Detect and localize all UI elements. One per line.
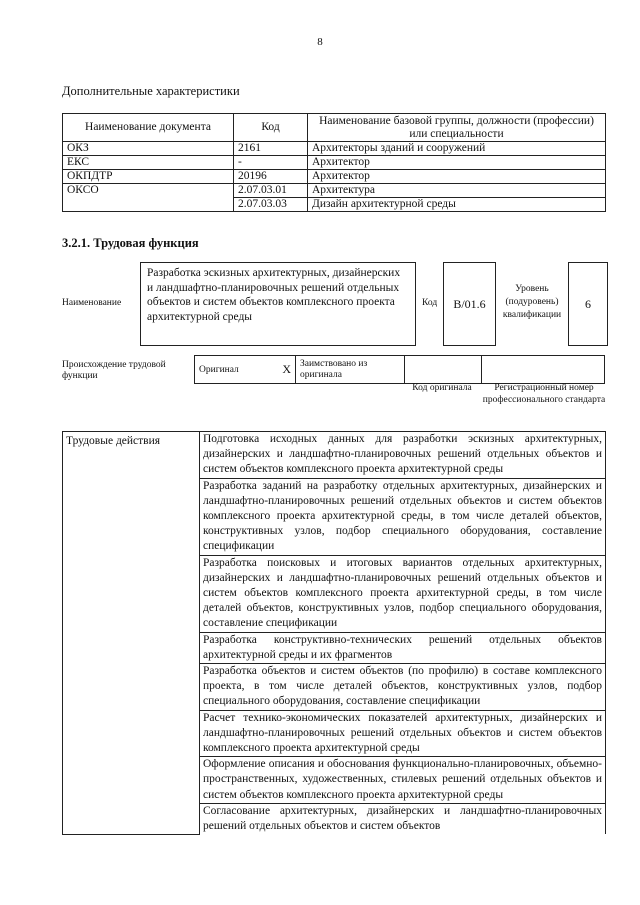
list-item <box>200 432 606 479</box>
function-name-label: Наименование <box>62 298 122 308</box>
row-doc: ОКЗ <box>63 142 234 156</box>
original-code-caption: Код оригинала <box>412 383 472 393</box>
original-mark: X <box>275 356 296 384</box>
page-number: 8 <box>317 36 323 48</box>
header-code: Код <box>234 114 308 142</box>
function-code-value: В/01.6 <box>443 262 496 346</box>
action-text: Разработка поисковых и итоговых вариантов отдельных архитектурных, дизайнерских и ландшафтно-планировочных решений отдельных объектов и систем объектов комплексного проекта архитектурной среды, в том числе деталей объектов, конструктивных узлов, подбор специального оборудования, составление спецификации <box>203 556 602 630</box>
row-name: Архитекторы зданий и сооружений <box>308 142 606 156</box>
header-document-name: Наименование документа <box>63 114 234 142</box>
original-code-cell <box>405 356 482 384</box>
row-code: 2161 <box>234 142 308 156</box>
action-text: Разработка конструктивно-технических решений отдельных объектов архитектурной среды и их фрагментов <box>203 633 602 661</box>
action-text: Разработка объектов и систем объектов (по профилю) в составе комплексного проекта, в том числе деталей объектов, конструктивных узлов, подбор специального оборудования, составление спецификации <box>203 665 602 708</box>
row-name: Архитектор <box>308 156 606 170</box>
list-item <box>200 803 606 834</box>
registration-number-cell <box>482 356 605 384</box>
table-row <box>63 142 606 156</box>
row-name: Архитектура <box>308 184 606 198</box>
additional-characteristics-table <box>62 113 606 212</box>
list-item <box>200 632 606 663</box>
additional-characteristics-title: Дополнительные характеристики <box>62 84 240 98</box>
action-text: Расчет технико-экономических показателей архитектурных, дизайнерских и ландшафтно-планировочных решений отдельных объектов и систем объектов комплексного проекта архитектурной среды <box>203 711 602 755</box>
function-origin-label: Происхождение трудовой функции <box>62 360 166 381</box>
table-row <box>63 432 606 479</box>
borrowed-label: Заимствовано из оригинала <box>296 356 405 384</box>
registration-number-caption: Регистрационный номер профессионального стандарта <box>482 383 606 405</box>
table-row <box>63 184 606 198</box>
original-label: Оригинал <box>195 356 276 384</box>
function-name-value: Разработка эскизных архитектурных, дизайнерских и ландшафтно-планировочных решений отдельных объектов и систем объектов комплексного проекта архитектурной среды <box>140 262 416 346</box>
table-row <box>63 156 606 170</box>
row-code: - <box>234 156 308 170</box>
qualification-level-value: 6 <box>568 262 608 346</box>
origin-row <box>195 356 605 384</box>
row-code: 2.07.03.01 <box>234 184 308 198</box>
labor-actions-label: Трудовые действия <box>63 432 200 835</box>
labor-function-title: 3.2.1. Трудовая функция <box>62 236 199 250</box>
action-text: Согласование архитектурных, дизайнерских и ландшафтно-планировочных решений отдельных объектов и систем объектов <box>203 804 602 833</box>
origin-table <box>194 355 605 384</box>
list-item <box>200 555 606 632</box>
labor-actions-table <box>62 431 606 835</box>
row-name: Дизайн архитектурной среды <box>308 198 606 212</box>
row-code: 20196 <box>234 170 308 184</box>
action-text: Оформление описания и обоснования функционально-планировочных, объемно-пространственных, художественных, стилевых решений отдельных объектов и систем объектов комплексного проекта архитектурной среды <box>203 758 602 801</box>
table-row <box>63 170 606 184</box>
row-code: 2.07.03.03 <box>234 198 308 212</box>
header-group-name: Наименование базовой группы, должности (профессии) или специальности <box>308 114 606 142</box>
list-item <box>200 757 606 804</box>
action-text: Подготовка исходных данных для разработки эскизных архитектурных, дизайнерских и ландшафтно-планировочных решений отдельных объектов и систем объектов комплексного проекта архитектурной среды <box>203 433 602 476</box>
row-doc: ЕКС <box>63 156 234 170</box>
action-text: Разработка заданий на разработку отдельных архитектурных, дизайнерских и ландшафтно-планировочных решений отдельных объектов и систем объектов комплексного проекта архитектурной среды, в том числе деталей объектов, конструктивных узлов, подбор специального оборудования, составление спецификации <box>203 479 602 553</box>
row-doc: ОКПДТР <box>63 170 234 184</box>
table-header-row <box>63 114 606 142</box>
qualification-level-label: Уровень (подуровень) квалификации <box>502 284 562 320</box>
list-item <box>200 478 606 555</box>
list-item <box>200 710 606 757</box>
row-doc: ОКСО <box>63 184 234 212</box>
row-name: Архитектор <box>308 170 606 184</box>
list-item <box>200 664 606 711</box>
function-code-label: Код <box>422 298 438 308</box>
